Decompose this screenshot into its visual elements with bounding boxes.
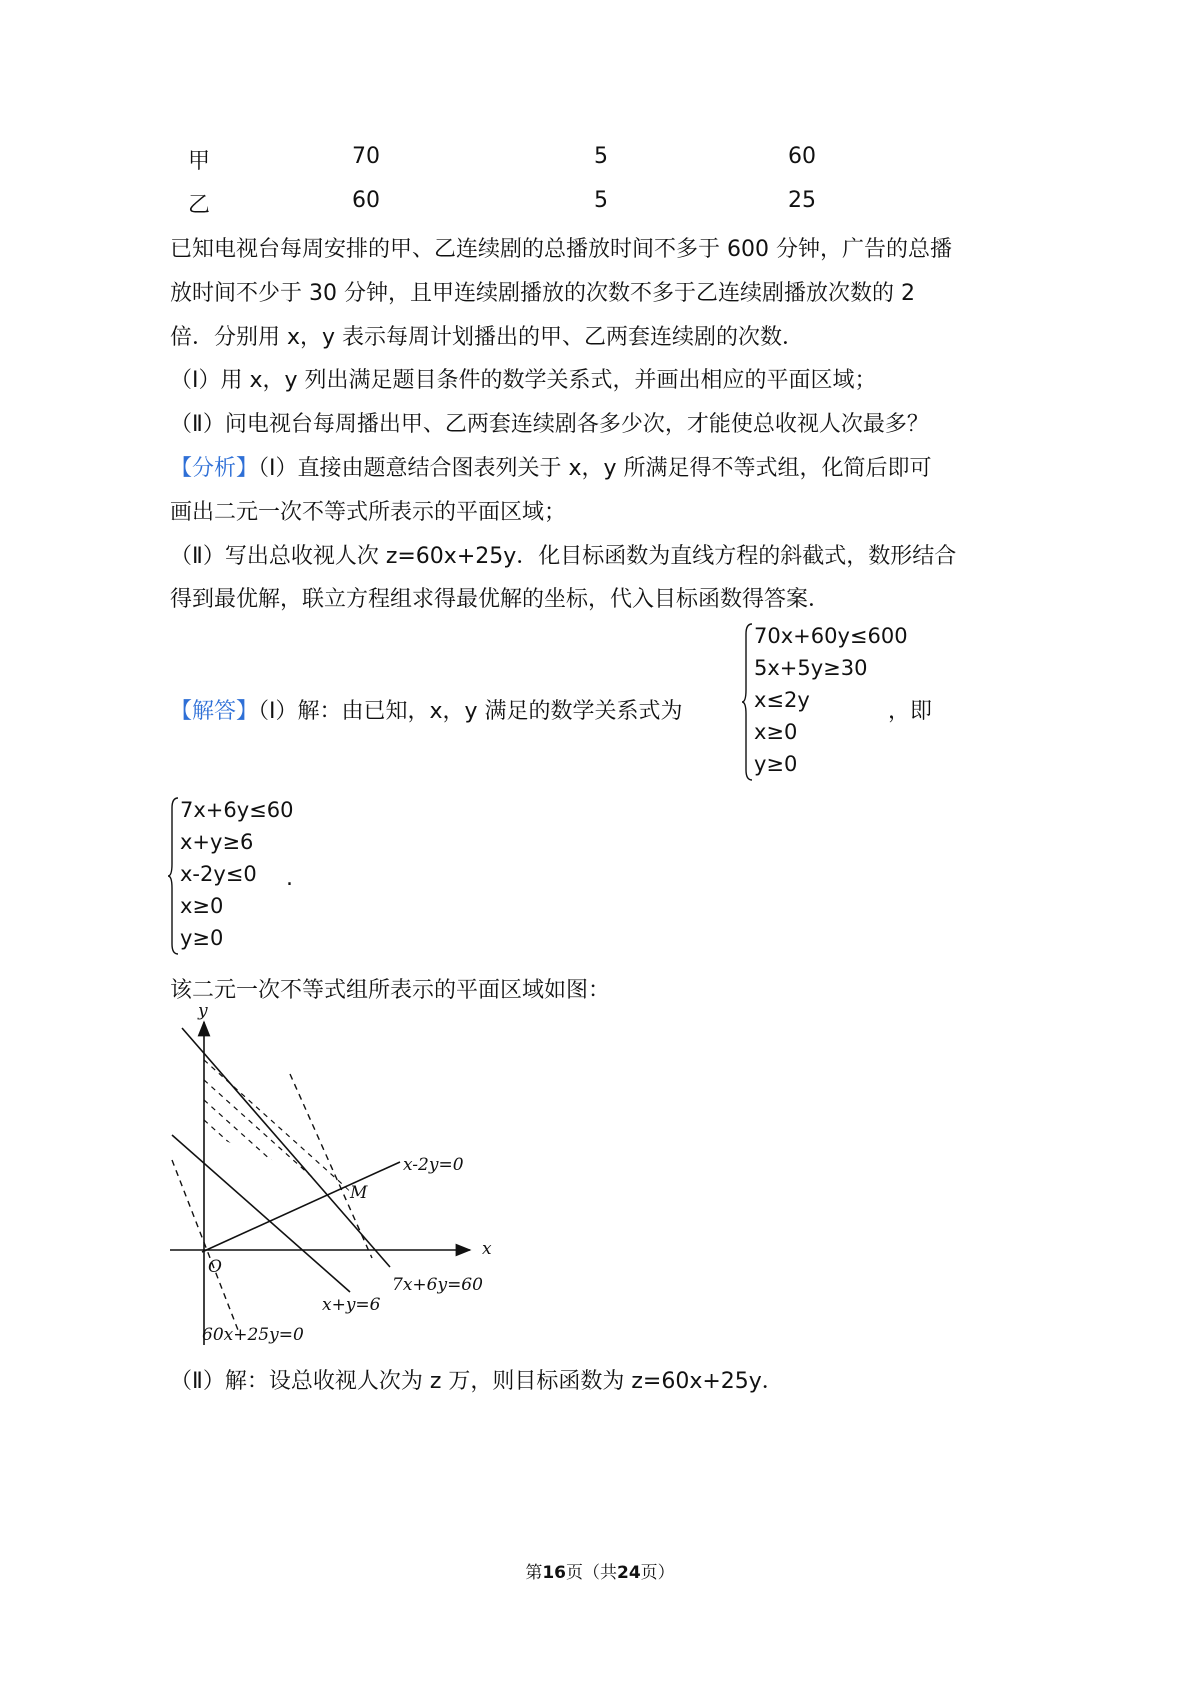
page-total: 24 [617, 1563, 641, 1583]
inequality: 7x+6y≤60 [180, 798, 294, 822]
graph-label-origin: O [208, 1257, 222, 1277]
table-cell: 60 [352, 188, 380, 213]
solution-text: （Ⅰ）解：由已知，x，y 满足的数学关系式为 [258, 699, 683, 724]
brace-icon [168, 796, 180, 956]
graph-label-y: y [198, 1001, 208, 1021]
brace-icon [742, 622, 754, 782]
page-number: 16 [542, 1563, 566, 1583]
problem-line: 倍．分别用 x，y 表示每周计划播出的甲、乙两套连续剧的次数． [170, 325, 805, 350]
graph-label-m: M [350, 1183, 368, 1203]
analysis-line: 画出二元一次不等式所表示的平面区域； [170, 500, 567, 525]
table-cell: 5 [594, 144, 608, 169]
line-7x6y60 [182, 1028, 390, 1267]
inequality: x-2y≤0 [180, 862, 257, 886]
footer-suffix: 页） [640, 1563, 675, 1583]
inequality: y≥0 [180, 926, 224, 950]
inequality-system-2 [168, 796, 328, 956]
graph-label-x2y0: x-2y=0 [403, 1155, 464, 1175]
table-cell: 5 [594, 188, 608, 213]
question-1: （Ⅰ）用 x，y 列出满足题目条件的数学关系式，并画出相应的平面区域； [170, 368, 877, 393]
analysis-tag: 【分析】 [170, 456, 259, 481]
feasible-region-graph [160, 1000, 500, 1360]
table-cell: 60 [788, 144, 816, 169]
table-row [0, 144, 1200, 184]
inequality: x≥0 [754, 720, 798, 744]
problem-line: 已知电视台每周安排的甲、乙连续剧的总播放时间不多于 600 分钟，广告的总播 [170, 237, 952, 262]
inequality: 70x+60y≤600 [754, 624, 908, 648]
region-caption: 该二元一次不等式组所表示的平面区域如图： [170, 978, 611, 1003]
table-cell-name: 乙 [188, 193, 211, 218]
solution-suffix: ，即 [888, 699, 933, 724]
solution-tag: 【解答】 [170, 699, 259, 724]
inequality: y≥0 [754, 752, 798, 776]
solution-part2: （Ⅱ）解：设总收视人次为 z 万，则目标函数为 z=60x+25y． [170, 1369, 784, 1394]
table-cell: 25 [788, 188, 816, 213]
inequality: x≥0 [180, 894, 224, 918]
footer-prefix: 第 [525, 1563, 543, 1583]
table-cell-name: 甲 [188, 149, 211, 174]
analysis-line: 得到最优解，联立方程组求得最优解的坐标，代入目标函数得答案． [170, 587, 831, 612]
inequality-system-1 [742, 622, 908, 782]
problem-line: 放时间不少于 30 分钟，且甲连续剧播放的次数不多于乙连续剧播放次数的 2 [170, 281, 915, 306]
line-x2y0 [202, 1162, 400, 1252]
analysis-text: （Ⅰ）直接由题意结合图表列关于 x，y 所满足得不等式组，化简后即可 [258, 456, 932, 481]
analysis-line: （Ⅱ）写出总收视人次 z=60x+25y．化目标函数为直线方程的斜截式，数形结合 [170, 544, 957, 569]
table-cell: 70 [352, 144, 380, 169]
graph-label-7x6y60: 7x+6y=60 [392, 1275, 483, 1295]
period: . [286, 866, 293, 891]
solution-intro [170, 694, 683, 725]
page-footer [0, 1558, 1200, 1583]
analysis-line [170, 451, 932, 482]
question-2: （Ⅱ）问电视台每周播出甲、乙两套连续剧各多少次，才能使总收视人次最多？ [170, 412, 929, 437]
table-row [0, 188, 1200, 228]
line-xy6 [172, 1135, 350, 1292]
graph-label-x: x [482, 1239, 492, 1259]
region-shading [204, 1040, 360, 1280]
inequality: x+y≥6 [180, 830, 254, 854]
graph-label-xy6: x+y=6 [322, 1295, 381, 1315]
graph-label-objective: 60x+25y=0 [202, 1325, 304, 1345]
inequality: x≤2y [754, 688, 810, 712]
footer-mid: 页（共 [566, 1563, 617, 1583]
inequality: 5x+5y≥30 [754, 656, 868, 680]
